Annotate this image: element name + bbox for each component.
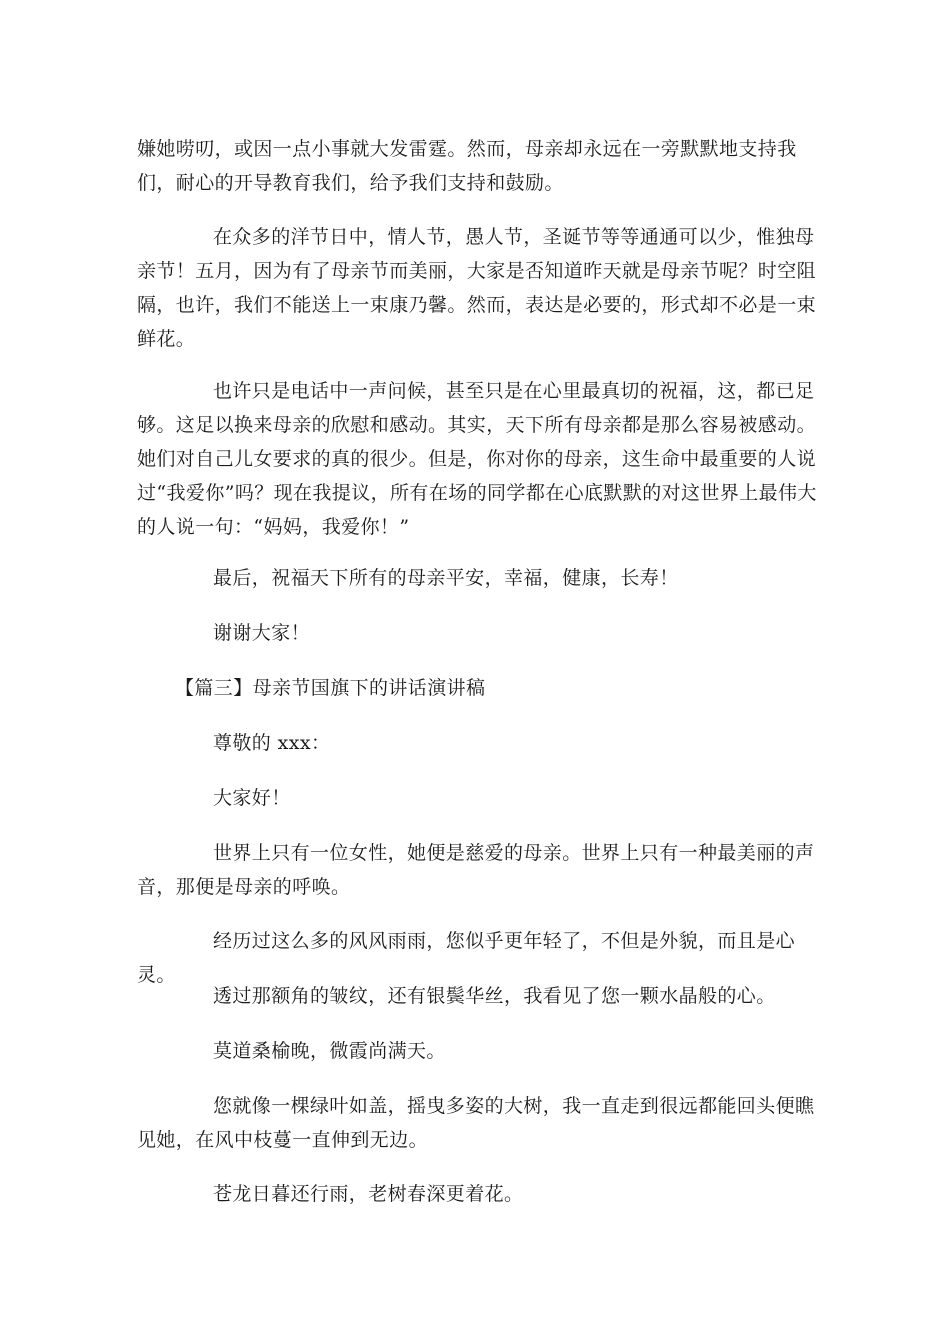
salutation: 尊敬的 xxx： <box>213 732 331 754</box>
paragraph: 世界上只有一位女性，她便是慈爱的母亲。世界上只有一种最美丽的声音，那便是母亲的呼唤。 <box>137 842 815 898</box>
section-heading: 【篇三】母亲节国旗下的讲话演讲稿 <box>175 677 486 699</box>
paragraph: 苍龙日暮还行雨，老树春深更着花。 <box>213 1183 524 1205</box>
paragraph: 谢谢大家！ <box>213 622 311 644</box>
paragraph: 在众多的洋节日中，情人节，愚人节，圣诞节等等通通可以少，惟独母亲节！五月，因为有了母亲节而美丽，大家是否知道昨天就是母亲节呢？时空阻隔，也许，我们不能送上一束康乃馨。然而，表达是必要的，形式却不必是一束鲜花。 <box>137 226 817 350</box>
paragraph: 透过那额角的皱纹，还有银鬓华丝，我看见了您一颗水晶般的心。 <box>213 985 776 1007</box>
paragraph: 最后，祝福天下所有的母亲平安，幸福，健康，长寿！ <box>213 567 679 589</box>
greeting: 大家好！ <box>213 787 291 809</box>
paragraph: 经历过这么多的风风雨雨，您似乎更年轻了，不但是外貌，而且是心灵。 <box>137 930 796 986</box>
paragraph: 也许只是电话中一声问候，甚至只是在心里最真切的祝福，这，都已足够。这足以换来母亲的欣慰和感动。其实，天下所有母亲都是那么容易被感动。她们对自己儿女要求的真的很少。但是，你对你的母亲，这生命中最重要的人说过“我爱你”吗？现在我提议，所有在场的同学都在心底默默的对这世界上最伟大的人说一句：“妈妈，我爱你！” <box>137 380 817 538</box>
paragraph: 嫌她唠叨，或因一点小事就大发雷霆。然而，母亲却永远在一旁默默地支持我们，耐心的开导教育我们，给予我们支持和鼓励。 <box>137 138 797 194</box>
paragraph: 您就像一棵绿叶如盖，摇曳多姿的大树，我一直走到很远都能回头便瞧见她，在风中枝蔓一直伸到无边。 <box>137 1095 815 1151</box>
paragraph: 莫道桑榆晚，微霞尚满天。 <box>213 1040 446 1062</box>
